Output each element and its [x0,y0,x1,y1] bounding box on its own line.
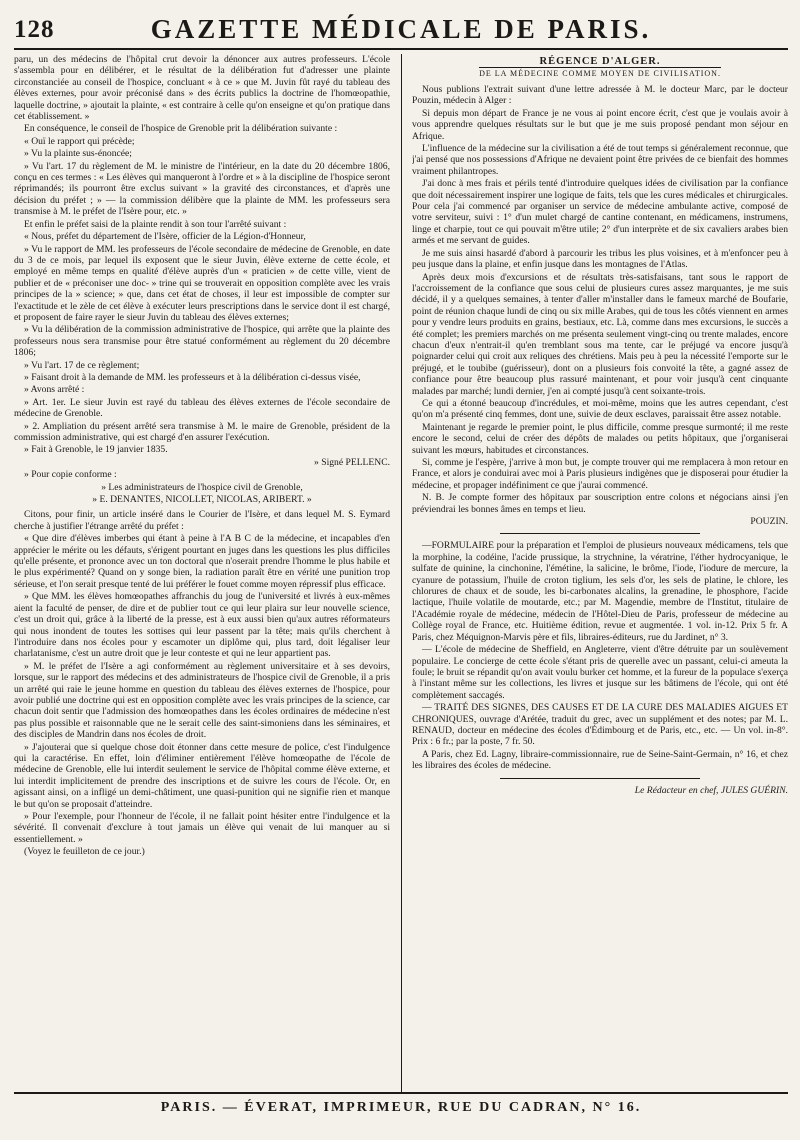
notice: — TRAITÉ DES SIGNES, DES CAUSES ET DE LA CURE DES MALADIES AIGUES ET CHRONIQUES, ouvrage d'Arétée, traduit du grec, avec un supplément et des notes; par M. L. RENAUD, docteur en médecine des écoles d'Édimbourg et de Paris, etc., etc. — Un vol. in-8°. Prix : 6 fr.; par la poste, 7 fr. 50. [412,702,788,748]
paragraph: Si, comme je l'espère, j'arrive à mon but, je compte trouver qui me remplacera à mon retour en France, et alors je conduirai avec moi à Paris plusieurs indigènes que je disposerai pour étudier la médecine, et propager indéfiniment ce que j'aurai commencé. [412,457,788,491]
signed-line: » Signé PELLENC. [314,456,390,468]
author-signature: POUZIN. [750,516,788,528]
journal-title: GAZETTE MÉDICALE DE PARIS. [150,14,652,44]
right-column [412,54,788,1102]
column-divider [401,54,402,1094]
paragraph: Nous publions l'extrait suivant d'une lettre adressée à M. le docteur Marc, par le docteur Pouzin, médecin à Alger : [412,84,788,107]
paragraph: » Faisant droit à la demande de MM. les professeurs et à la délibération ci-dessus visée, [24,371,361,383]
article-columns [14,54,788,1102]
copy-line: » Pour copie conforme : [24,469,117,481]
paragraph: Après deux mois d'excursions et de résultats très-satisfaisans, tant sous le rapport de l'accroissement de la confiance que sous celui de plusieurs cures assez marquantes, je me suis décidé, il y a quelques semaines, à tenter d'aller m'installer dans le fameux marché de Boufarie, point de réunion chaque lundi de cinq ou six mille Arabes, qui de tous les côtés viennent en armes pour y vendre leurs produits en grains, bestiaux, etc. Là, comme dans mes excursions, le succès a été complet; les premiers marchés on me présenta seulement vingt-cinq ou trente malades, encore chacun d'eux n'entrait-il qu'en tremblant sous ma tente, car le préjugé va encore jusqu'à poignarder celui qui croit aux reliques des chrétiens. Mais peu à peu la nécessité l'emporte sur le préjugé, et le toubibe (guérisseur), dont on a plusieurs fois convoité la tête, a gagné assez de confiance pour être beaucoup plus rassuré maintenant, et pour voir jusqu'à cent cinquante malades par marché; lundi dernier, j'en ai compté jusqu'à cent soixante-trois. [412,271,788,397]
paragraph: » M. le préfet de l'Isère a agi conformément au règlement universitaire et à ses devoirs, lorsque, sur le rapport des médecins et des administrateurs de l'hospice civil de Grenoble, il a pris un arrêté qui raie le jeune homme en question du tableau des élèves externes de l'hospice, pour avoir publié une doctrine qui est en opposition complète avec les vrais principes de la science, car chacun doit sentir que l'admission des homœopathes dans les écoles ordinaires de médecine n'est pas plus possible et raisonnable que ne le serait celle des saint-simoniens dans les séminaires, et des disciples de Mandrin dans nos écoles de droit. [14,660,390,741]
editor-signature: Le Rédacteur en chef, JULES GUÉRIN. [634,784,788,796]
left-column [14,54,390,1102]
section-subtitle-text: DE LA MÉDECINE COMME MOYEN DE CIVILISATION. [479,69,721,78]
paragraph: » Vu le rapport de MM. les professeurs de l'école secondaire de médecine de Grenoble, en date du 3 de ce mois, par lequel ils exposent que le sieur Juvin, élève externe de cette école, et employé en même temps en qualité d'élève auprès d'un « praticien » de cette ville, vient de publier et de « préconiser une doc- » trine qui se trouverait en opposition complète avec les vrais principes de la » science; » que, dans cet état de choses, il leur est impossible de compter sur l'exactitude et le zèle de cet élève à exécuter leurs prescriptions dans le service dont il est chargé, et proposent de faire rayer le sieur Juvin du tableau des élèves externes; [14,243,390,323]
paragraph: En conséquence, le conseil de l'hospice de Grenoble prit la délibération suivante : [24,123,338,135]
separator-rule [500,533,700,534]
paragraph: Citons, pour finir, un article inséré dans le Courier de l'Isère, et dans lequel M. S. Eymard cherche à justifier l'étrange arrêté du préfet : [14,509,390,532]
notice: A Paris, chez Ed. Lagny, libraire-commissionnaire, rue de Seine-Saint-Germain, n° 16, et chez les libraires des écoles de médecine. [412,748,788,772]
paragraph: Ce qui a étonné beaucoup d'incrédules, et moi-même, moins que les autres cependant, c'est qu'on m'a présenté cinq femmes, dont une, suivie de deux esclaves, paraissait être assez notable. [412,397,788,421]
section-subtitle [412,69,788,78]
paragraph: » Vu l'art. 17 de ce règlement; [24,359,140,371]
paragraph: Si depuis mon départ de France je ne vous ai point encore écrit, c'est que je voulais avoir à vous apprendre quelques résultats sur le but que je me suis proposé pendant mon séjour en Afrique. [412,107,788,142]
notice: — L'école de médecine de Sheffield, en Angleterre, vient d'être détruite par un soulèvement populaire. Le concierge de cette école s'étant pris de querelle avec un passant, celui-ci ameuta la foule; le bruit se répandit qu'on avait voulu burker cet homme, et la fureur de la populace s'exerça à l'instant même sur les collections, les livres et jusque sur les bâtimens de l'école, qui ont été complètement saccagés. [412,644,788,701]
masthead [14,10,788,50]
paragraph: « Nous, préfet du département de l'Isère, officier de la Légion-d'Honneur, [24,231,306,243]
section-title: RÉGENCE D'ALGER. [539,56,661,67]
paragraph: » J'ajouterai que si quelque chose doit étonner dans cette mesure de police, c'est l'indulgence qui la caractérise. En effet, loin d'éliminer entièrement l'élève homœopathe de l'école de médecine de Grenoble, elle lui interdit seulement le service de l'hôpital comme élève externe, et lui interdit implicitement de prendre des inscriptions et de suivre les cours de l'école. Or, en agissant ainsi, on a infligé un demi-châtiment, une quasi-punition qui ne signifie rien et manque le but qu'on se proposait d'atteindre. [14,741,390,810]
paragraph: « Que dire d'élèves imberbes qui étant à peine à l'A B C de la médecine, et incapables d'en apprécier le mérite ou les défauts, s'érigent pourtant en juges dans les questions les plus difficiles qu'elle présente, et prononce avec un ton doctoral que n'oserait prendre l'homme le plus habile et le plus expérimenté? Quand on y songe bien, la radiation paraît être en vérité une punition trop sérieuse, et l'on serait presque tenté de lui préférer le fouet comme moyen répressif plus efficace. [14,533,390,590]
paragraph: Je me suis ainsi hasardé d'abord à parcourir les tribus les plus voisines, et à m'enfoncer peu à peu jusque dans la plaine, et enfin jusque dans les montagnes de l'Atlas. [412,247,788,271]
paragraph: » Vu l'art. 17 du règlement de M. le ministre de l'intérieur, en la date du 20 décembre 1806, conçu en ces termes : « Les élèves qui manqueront à l'ordre et » à la discipline de l'hospice seront réprimandés; ils pourront être exclus suivant » la gravité des circonstances, et d'après une décision du préfet ; » — la commission délibère que la plainte de MM. les professeurs sera transmise à M. le préfet de l'Isère pour, etc. » [14,160,390,218]
paragraph: » Vu la plainte sus-énoncée; [24,148,132,160]
paragraph: » Pour l'exemple, pour l'honneur de l'école, il ne fallait point hésiter entre l'indulgence et la sévérité. Il convenait d'exclure à tout jamais un élève qui venait de lui manquer au si essentiellement. » [14,811,390,845]
paragraph: Et enfin le préfet saisi de la plainte rendit à son tour l'arrêté suivant : [24,218,287,230]
notice: —FORMULAIRE pour la préparation et l'emploi de plusieurs nouveaux médicamens, tels que la morphine, la codéine, l'acide prussique, la strychnine, la vératrine, l'éther hydrocyanique, le sulfate de quinine, la cinchonine, l'émétine, la salicine, le brôme, l'iode, l'iodure de mercure, la cyanure de potassium, l'huile de croton tiglium, les sels d'or, les sels de platine, le chlore, les chlorures de chaux et de soude, les bi-carbonates alcalins, la grenadine, le phosphore, l'acide lactique, l'huile volatile de moutarde, etc.; par M. Magendie, membre de l'Institut, titulaire de l'Académie royale de médecine, médecin de l'Hôtel-Dieu de Paris, professeur de médecine au Collège royal de France, etc. Huitième édition, revue et augmentée. 1 vol. in-12. Prix 5 fr. A Paris, chez Méquignon-Marvis père et fils, libraires-éditeurs, rue du Jardinet, n° 3. [412,540,788,643]
paragraph: » 2. Ampliation du présent arrêté sera transmise à M. le maire de Grenoble, président de la commission administrative, qui est chargé d'en assurer l'exécution. [14,420,390,443]
separator-rule [500,778,700,779]
paragraph: N. B. Je compte former des hôpitaux par souscription entre colons et négocians ainsi j'en préviendrai les bonnes âmes en temps et lieu. [412,492,788,515]
administrators-line: » Les administrateurs de l'hospice civil de Grenoble, [101,481,303,493]
paragraph: paru, un des médecins de l'hôpital crut devoir la dénoncer aux autres professeurs. L'école s'assembla pour en délibérer, et le résultat de la délibération fut d'adresser une plainte circonstanciée au conseil de l'hospice, concluant « à ce » que M. Juvin fût rayé du tableau des élèves externes, pour avoir préconisé dans » des écrits publics la doctrine de l'homœopathie, laquelle doctrine, » ajoutait la plainte, « est contraire à celle qu'on enseigne et qu'on pratique dans cet établissement. » [14,54,390,123]
paragraph: » Art. 1er. Le sieur Juvin est rayé du tableau des élèves externes de l'école secondaire de médecine de Grenoble. [14,396,390,420]
administrator-names: » E. DENANTES, NICOLLET, NICOLAS, ARIBERT. » [92,494,312,506]
paragraph: » Que MM. les élèves homœopathes affranchis du joug de l'université et livrés à eux-mêmes aient la faculté de penser, de dire et de publier tout ce qui leur plaira sur leur nouvelle science, c'est un droit qui, grâce à la liberté de la presse, est à eux aussi bien qu'aux autres réformateurs qui nous inondent de toutes les sottises qui leur passent par la tête; mais qu'ils cherchent à l'introduire dans nos écoles pour y escamoter un diplôme qui, plus tard, doit légaliser leur charlatanisme, c'est un autre droit que je leur conteste et qui ne leur appartient pas. [14,591,390,660]
page-number: 128 [14,16,55,43]
paragraph: L'influence de la médecine sur la civilisation a été de tout temps si généralement reconnue, que j'ai pensé que nos possessions d'Afrique ne devaient point être privées de ce bienfait des hommes vraiment philantropes. [412,143,788,177]
printer-imprint: PARIS. — ÉVERAT, IMPRIMEUR, RUE DU CADRAN, N° 16. [14,1092,788,1116]
paragraph: (Voyez le feuilleton de ce jour.) [24,846,145,858]
paragraph: Maintenant je regarde le premier point, le plus difficile, comme presque surmonté; il me reste encore le second, celui de créer des dépôts de malades ou petits hôpitaux, que j'organiserai suivant les mœurs, habitudes et circonstances. [412,421,788,456]
paragraph: » Vu la délibération de la commission administrative de l'hospice, qui arrête que la plainte des professeurs nous sera transmise pour être statué conformément au règlement du 20 décembre 1806; [14,324,390,359]
paragraph: » Avons arrêté : [24,384,85,396]
paragraph: « Ouï le rapport qui précède; [24,135,135,147]
paragraph: J'ai donc à mes frais et périls tenté d'introduire quelques idées de civilisation par la confiance que doit nécessairement inspirer une logique de faits, tels que les cures médicales et chirurgicales. Pour cela j'ai commencé par organiser un service de médecine ambulante active, composé de votre serviteur, suivi : 1° d'un mulet chargé de cantine contenant, en médicamens, instrumens, linge et charpie, tout ce qui pouvait m'être utile; 2° d'un interprète et de six cavaliers arabes bien armés et me servant de guides. [412,178,788,247]
paragraph: » Fait à Grenoble, le 19 janvier 1835. [24,444,168,456]
